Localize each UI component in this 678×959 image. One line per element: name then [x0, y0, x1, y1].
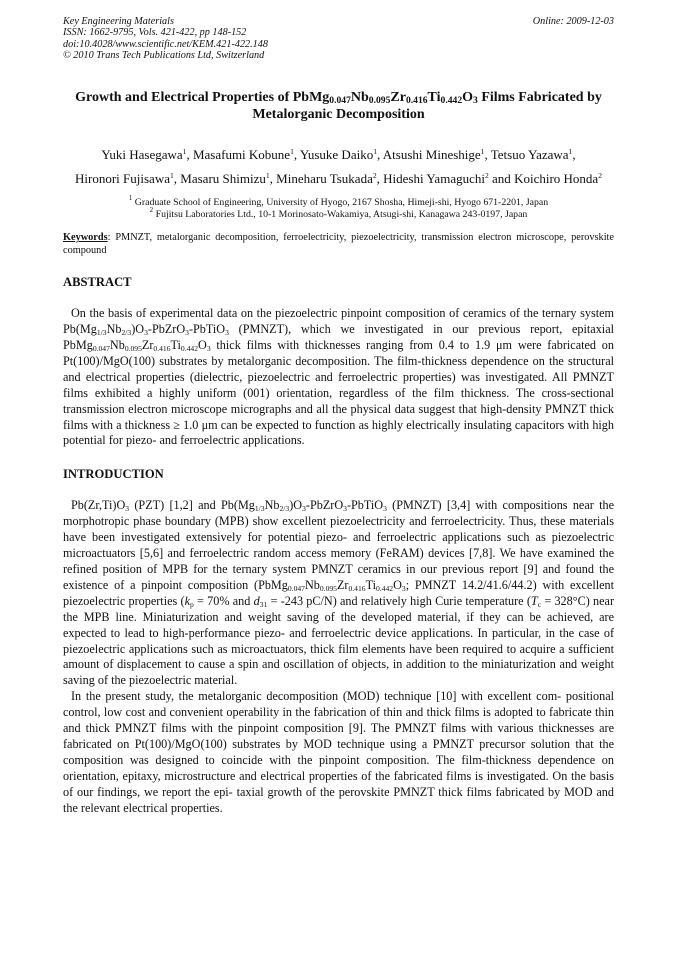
introduction-heading: INTRODUCTION	[63, 467, 164, 482]
abstract-heading: ABSTRACT	[63, 275, 132, 290]
keywords-label: Keywords	[63, 232, 108, 244]
issn-line: ISSN: 1662-9795, Vols. 421-422, pp 148-152	[63, 27, 247, 39]
affiliation-1: $^1$ Graduate School of Engineering, University of Hyogo, 2167 Shosha, Himeji-shi, Hyogo 671-2201, Japan	[128, 193, 549, 208]
affiliation-2: $^2$ Fujitsu Laboratories Ltd., 10-1 Morinosato-Wakamiya, Atsugi-shi, Kanagawa 243-0197, Japan	[149, 206, 528, 221]
author-name: Mineharu Tsukada	[276, 170, 373, 186]
copyright-line: © 2010 Trans Tech Publications Ltd, Switzerland	[63, 50, 265, 62]
author-name: Tetsuo Yazawa	[490, 146, 569, 162]
author-name: Yusuke Daiko	[299, 146, 374, 162]
paper-page	[63, 16, 614, 817]
paper-title: Growth and Electrical Properties of $PbMg_{0.047}Nb_{0.095}Zr_{0.416}Ti_{0.442}O_3$ Films Fabricated by Metalorganic Decomposition	[75, 89, 602, 122]
journal-header	[63, 16, 614, 62]
introduction-paragraph-1: $Pb(Zr,Ti)O_3$ (PZT) [1,2] and $Pb(Mg_{1/3}Nb_{2/3})O_3-PbZrO_3-PbTiO_3$ (PMNZT) [3,4] with compositions near the morphotropic phase boundary (MPB) show excellent piezoelectricity and ferroelectricity. Thus, these materials have been investigated extensively for potential piezo- and ferroelectric applications such as piezoelectric microactuators [5,6] and ferroelectric random access memory (FeRAM) devices [7,8]. We have examined the refined position of MPB for the ternary system PMNZT ceramics in our previous report [9] and found the existence of a pinpoint composition ($PbMg_{0.047}Nb_{0.095}Zr_{0.416}Ti_{0.442}O_3$; PMNZT 14.2/41.6/44.2) with excellent piezoelectric properties ($k_p = 70\%$ and $d_{31} = -243$ pC/N) and relatively high Curie temperature $(T_c = 328^\circ C)$ near the MPB line. Miniaturization and weight saving of the developed material, if they can be achieved, are expected to lead to high-performance piezo- and ferroelectric device applications. In particular, in the case of piezoelectric applications such as microactuators, thick film elements have been required to acquire a sufficient amount of displacement to cause a spin and oscillation of objects, in addition to the miniaturization and weight saving of the piezoelectric material.	[63, 498, 615, 688]
author-name: Atsushi Mineshige	[382, 146, 481, 162]
author-name: Hironori Fujisawa	[75, 170, 170, 186]
doi-line[interactable]: doi:10.4028/www.scientific.net/KEM.421-422.148	[63, 38, 268, 50]
introduction-paragraph-2: In the present study, the metalorganic decomposition (MOD) technique [10] with excellent com- positional control, low cost and convenient operability in the fabrication of thin and thick films is adopted to fabricate thin and thick PMNZT films with the pinpoint composition [9]. The PMNZT films with various thicknesses are fabricated on Pt(100)/MgO(100) substrates by MOD technique using a PMNZT precursor solution that the composition was designed to coincide with the pinpoint composition. The film-thickness dependence on orientation, epitaxy, microstructure and electrical properties of the fabricated films is investigated. On the basis of our findings, we report the epi- taxial growth of the perovskite PMNZT thick films fabricated by MOD and the relevant electrical properties.	[63, 689, 614, 815]
abstract-text: On the basis of experimental data on the piezoelectric pinpoint composition of ceramics of the ternary system $Pb(Mg_{1/3}Nb_{2/3})O_3-PbZrO_3-PbTiO_3$ (PMNZT), which we investigated in our previous report, epitaxial $PbMg_{0.047}Nb_{0.095}Zr_{0.416}Ti_{0.442}O_3$ thick films with thicknesses ranging from 0.4 to 1.9 μm were fabricated on Pt(100)/MgO(100) substrates by metalorganic decomposition. The film-thickness dependence on the structural and electrical properties (dielectric, piezoelectric and ferroelectric properties) was investigated. All PMNZT films exhibited a highly uniform (001) orientation, regardless of the film thickness. The cross-sectional transmission electron microscope micrographs and all the physical data suggest that high-density PMNZT thick films with a thickness ≥ 1.0 μm can be expected to function as highly electrically insulating capacitors with high potential for piezo- and ferroelectric applications.	[63, 306, 614, 448]
author-name: Hideshi Yamaguchi	[383, 170, 485, 186]
author-name: Yuki Hasegawa	[101, 146, 183, 162]
author-name: Koichiro Honda	[514, 170, 599, 186]
keywords-text: : PMNZT, metalorganic decomposition, ferroelectricity, piezoelectricity, transmission electron microscope, perovskite compound	[63, 232, 614, 256]
keywords	[63, 232, 614, 257]
online-date: Online: 2009-12-03	[532, 16, 614, 27]
author-name: Masafumi Kobune	[192, 146, 291, 162]
author-list: Yuki Hasegawa$^1$, Masafumi Kobune$^1$, Yusuke Daiko$^1$, Atsushi Mineshige$^1$, Tetsuo Yazawa$^1$, Hironori Fujisawa$^1$, Masaru Shimizu$^1$, Mineharu Tsukada$^2$, Hideshi Yamaguchi$^2$ and Koichiro Honda$^2$	[75, 146, 602, 186]
author-name: Masaru Shimizu	[180, 170, 266, 186]
journal-name: Key Engineering Materials	[63, 16, 174, 27]
affiliations	[63, 193, 614, 223]
